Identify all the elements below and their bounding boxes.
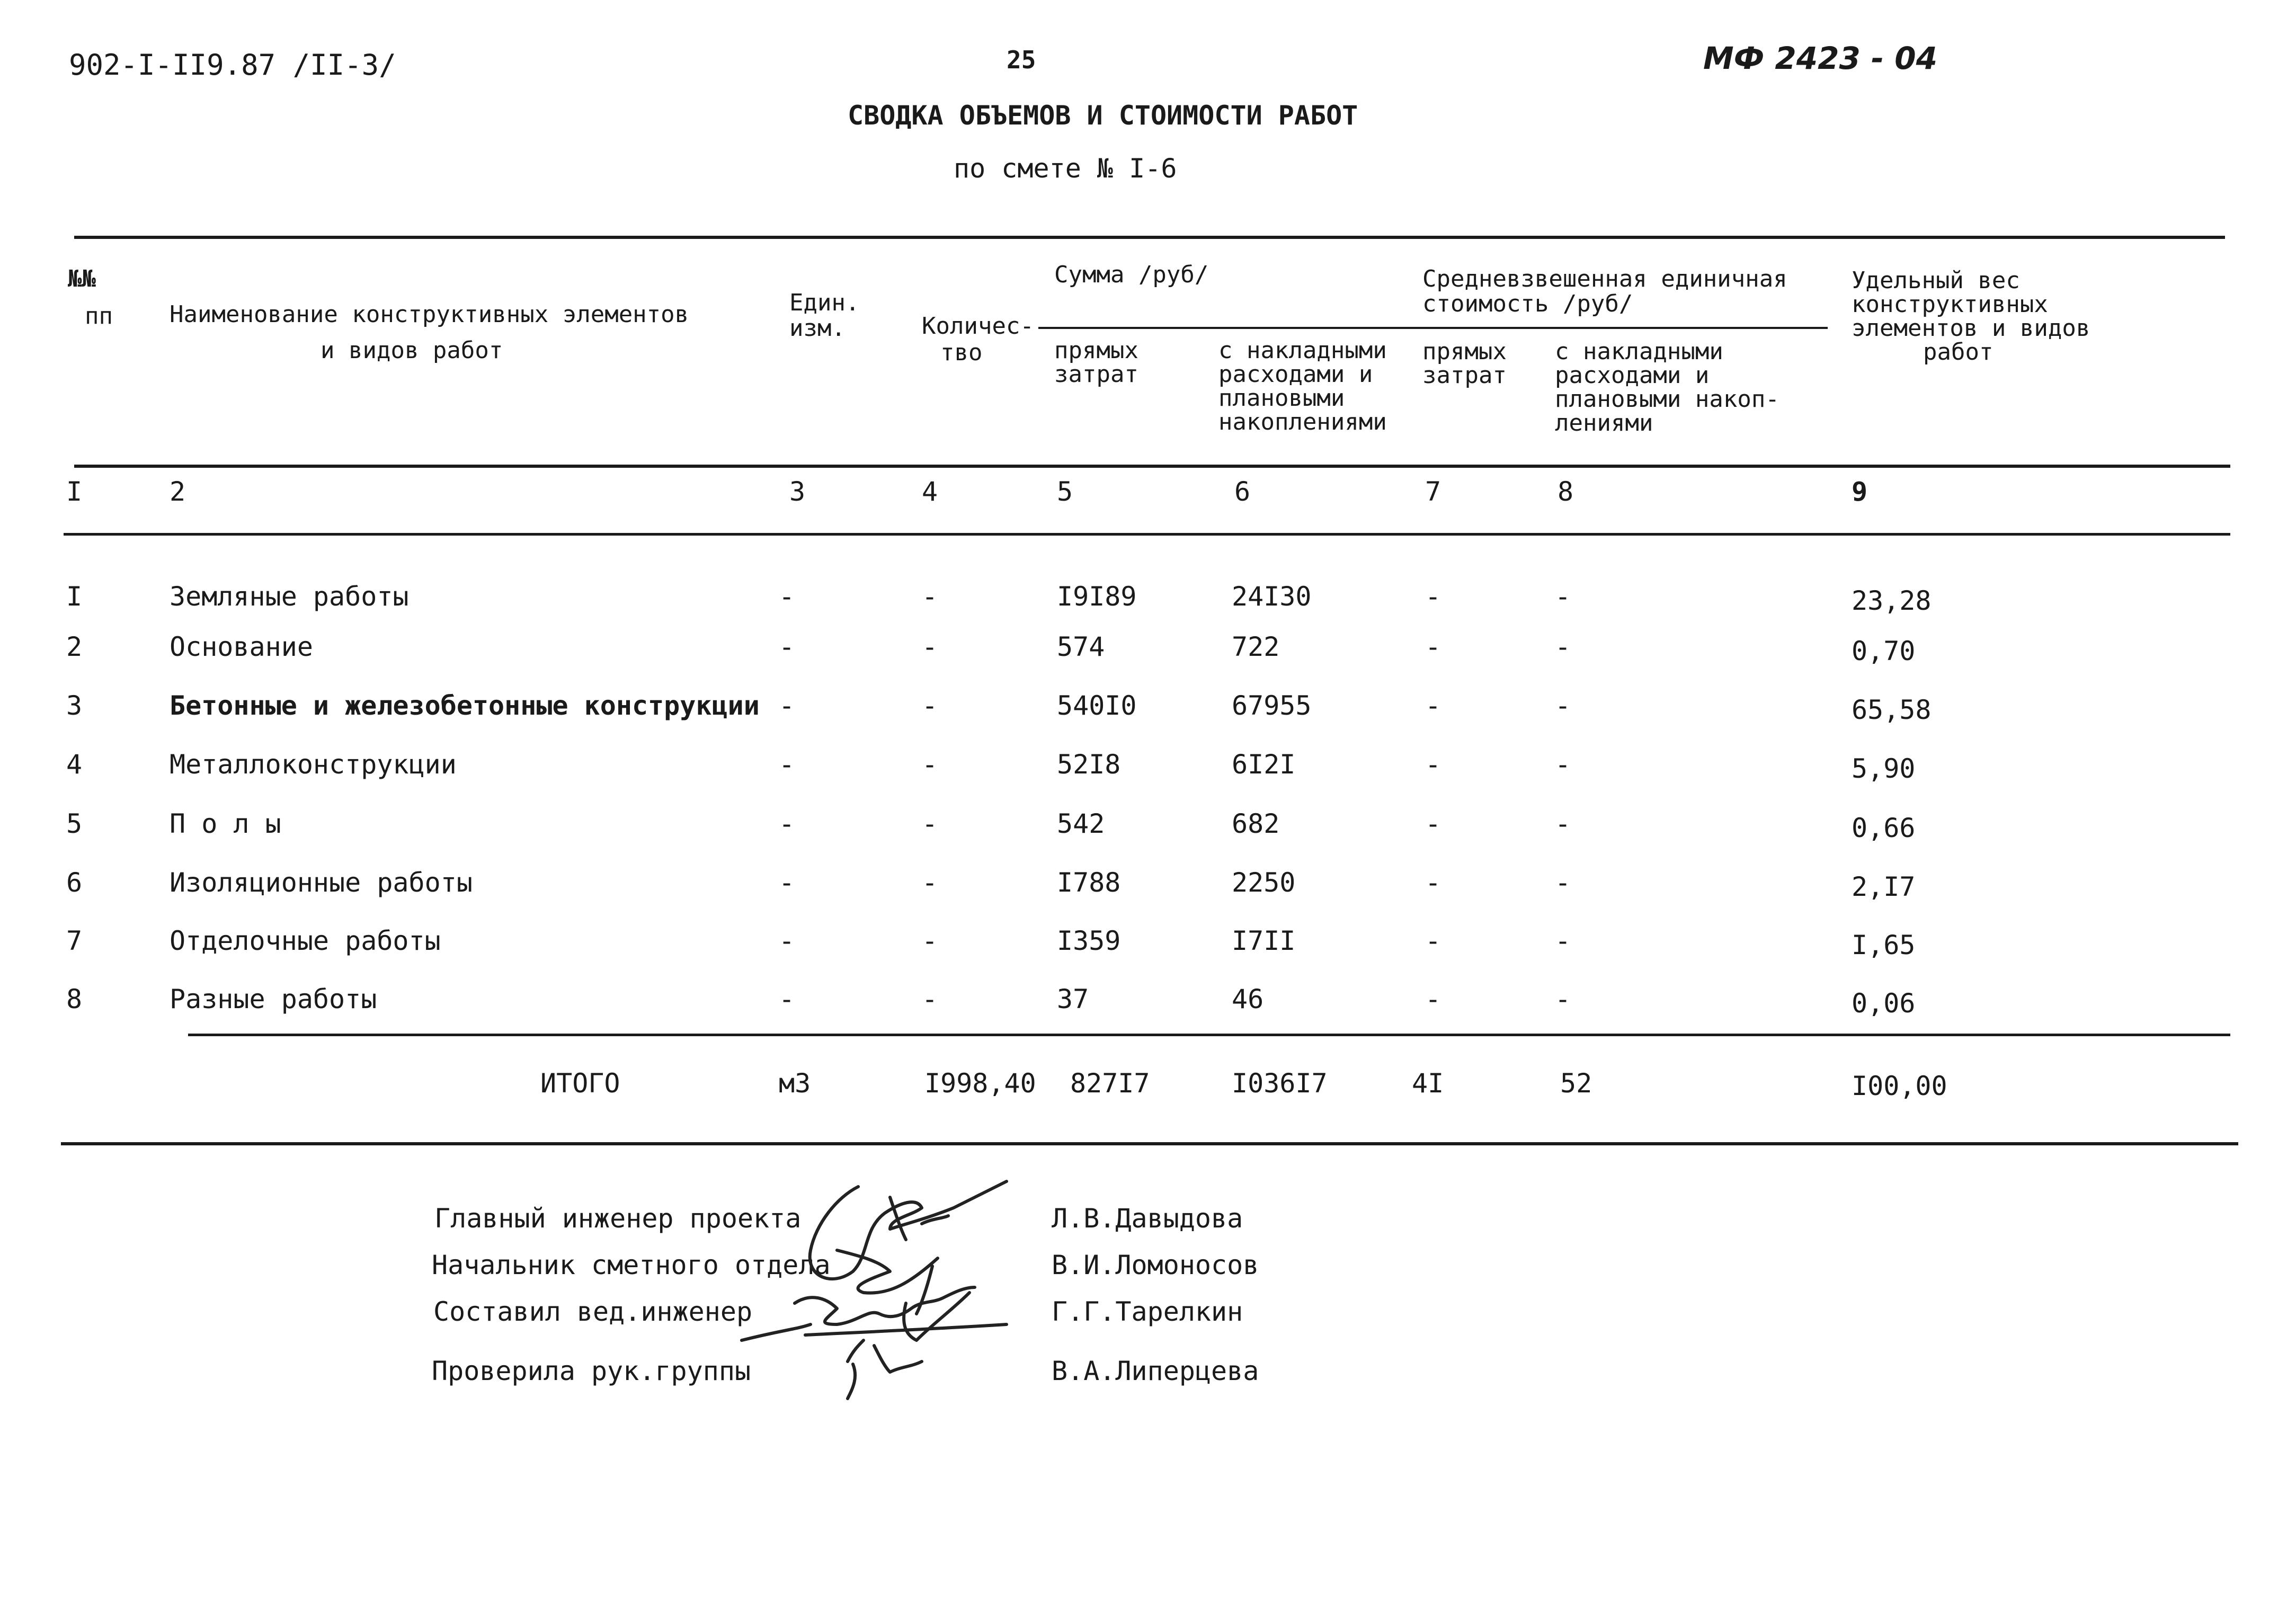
- row-name: Изоляционные работы: [170, 867, 473, 898]
- total-avg-direct: 4I: [1412, 1068, 1444, 1099]
- row-direct-cost: 52I8: [1057, 749, 1121, 780]
- header-avg-overhead-line4: лениями: [1555, 410, 1653, 437]
- row-avg-overhead: -: [1555, 581, 1571, 612]
- header-sum-direct-line1: прямых: [1054, 337, 1138, 364]
- table-top-rule: [74, 236, 2225, 239]
- header-bottom-rule: [74, 465, 2230, 468]
- row-avg-overhead: -: [1555, 749, 1571, 780]
- row-overhead-cost: I7II: [1232, 925, 1296, 956]
- row-qty: -: [922, 984, 938, 1014]
- row-avg-direct: -: [1425, 749, 1441, 780]
- signature-name-chief-engineer: Л.В.Давыдова: [1052, 1203, 1243, 1234]
- total-direct: 827I7: [1070, 1068, 1150, 1099]
- signature-name-estimate-head: В.И.Ломоносов: [1052, 1250, 1259, 1280]
- row-overhead-cost: 722: [1232, 631, 1280, 662]
- page-number: 25: [1007, 46, 1036, 74]
- row-direct-cost: 574: [1057, 631, 1105, 662]
- header-share-line3: элементов и видов: [1852, 315, 2090, 342]
- row-number: 3: [66, 690, 83, 721]
- header-name-line1: Наименование конструктивных элементов: [170, 301, 689, 328]
- header-sum-overhead-line3: плановыми: [1218, 385, 1345, 412]
- header-avg-group-line1: Средневзвешенная единичная: [1422, 265, 1787, 292]
- row-qty: -: [922, 690, 938, 721]
- total-share: I00,00: [1852, 1071, 1947, 1101]
- row-unit: -: [779, 867, 795, 898]
- row-overhead-cost: 682: [1232, 808, 1280, 839]
- header-sum-overhead-line1: с накладными: [1218, 337, 1387, 364]
- col-number-1: I: [66, 476, 83, 507]
- header-sum-overhead-line4: накоплениями: [1218, 408, 1387, 435]
- header-share-line2: конструктивных: [1852, 291, 2048, 318]
- header-avg-direct-line2: затрат: [1422, 362, 1507, 389]
- row-share: 5,90: [1852, 753, 1916, 784]
- col-number-2: 2: [170, 476, 186, 507]
- col-number-7: 7: [1425, 476, 1441, 507]
- row-number: 4: [66, 749, 83, 780]
- row-share: 0,66: [1852, 813, 1916, 843]
- row-direct-cost: 542: [1057, 808, 1105, 839]
- header-name-line2: и видов работ: [321, 337, 503, 364]
- row-avg-direct: -: [1425, 808, 1441, 839]
- col-number-5: 5: [1057, 476, 1073, 507]
- row-unit: -: [779, 631, 795, 662]
- row-name: Разные работы: [170, 984, 377, 1014]
- group-header-rule: [1038, 327, 1828, 329]
- total-label: ИТОГО: [540, 1068, 620, 1099]
- document-subtitle: по смете № I-6: [954, 153, 1177, 184]
- header-unit-line2: изм.: [789, 315, 846, 342]
- row-number: 6: [66, 867, 83, 898]
- row-name: П о л ы: [170, 808, 281, 839]
- row-qty: -: [922, 808, 938, 839]
- total-overhead: I036I7: [1232, 1068, 1328, 1099]
- row-direct-cost: I359: [1057, 925, 1121, 956]
- archive-code: МФ 2423 - 04: [1703, 40, 1938, 76]
- row-avg-overhead: -: [1555, 925, 1571, 956]
- row-avg-overhead: -: [1555, 690, 1571, 721]
- header-sum-overhead-line2: расходами и: [1218, 361, 1373, 388]
- signature-name-lead-engineer: Г.Г.Тарелкин: [1052, 1296, 1243, 1327]
- header-avg-overhead-line3: плановыми накоп-: [1555, 386, 1779, 413]
- row-avg-direct: -: [1425, 867, 1441, 898]
- row-unit: -: [779, 690, 795, 721]
- row-overhead-cost: 6I2I: [1232, 749, 1296, 780]
- row-name: Земляные работы: [170, 581, 409, 612]
- row-avg-direct: -: [1425, 690, 1441, 721]
- col-number-4: 4: [922, 476, 938, 507]
- row-direct-cost: 540I0: [1057, 690, 1137, 721]
- row-avg-direct: -: [1425, 925, 1441, 956]
- row-overhead-cost: 46: [1232, 984, 1264, 1014]
- signature-role-group-lead: Проверила рук.группы: [432, 1356, 751, 1386]
- row-name: Металлоконструкции: [170, 749, 457, 780]
- col-number-6: 6: [1234, 476, 1251, 507]
- row-share: 0,70: [1852, 636, 1916, 666]
- row-share: 23,28: [1852, 585, 1932, 616]
- row-overhead-cost: 2250: [1232, 867, 1296, 898]
- row-overhead-cost: 67955: [1232, 690, 1312, 721]
- row-unit: -: [779, 581, 795, 612]
- row-direct-cost: I9I89: [1057, 581, 1137, 612]
- header-avg-direct-line1: прямых: [1422, 338, 1507, 365]
- header-avg-overhead-line1: с накладными: [1555, 338, 1723, 365]
- header-avg-group-line2: стоимость /руб/: [1422, 290, 1633, 317]
- row-qty: -: [922, 581, 938, 612]
- row-share: 0,06: [1852, 988, 1916, 1019]
- header-sum-direct-line2: затрат: [1054, 361, 1138, 388]
- header-sum-group: Сумма /руб/: [1054, 261, 1209, 288]
- row-direct-cost: I788: [1057, 867, 1121, 898]
- row-share: I,65: [1852, 930, 1916, 960]
- row-unit: -: [779, 749, 795, 780]
- table-bottom-rule: [61, 1142, 2238, 1145]
- header-qty-line2: тво: [940, 339, 983, 366]
- col-number-8: 8: [1558, 476, 1574, 507]
- signature-role-lead-engineer: Составил вед.инженер: [433, 1296, 753, 1327]
- header-share-line4: работ: [1923, 339, 1994, 366]
- signature-name-group-lead: В.А.Липерцева: [1052, 1356, 1259, 1386]
- col-number-9: 9: [1852, 476, 1868, 507]
- row-avg-direct: -: [1425, 631, 1441, 662]
- signature-role-estimate-head: Начальник сметного отдела: [432, 1250, 831, 1280]
- column-number-rule: [64, 533, 2230, 536]
- row-avg-overhead: -: [1555, 984, 1571, 1014]
- header-qty-line1: Количес-: [922, 313, 1034, 340]
- header-share-line1: Удельный вес: [1852, 267, 2020, 294]
- row-name: Бетонные и железобетонные конструкции: [170, 690, 760, 721]
- signature-role-chief-engineer: Главный инженер проекта: [434, 1203, 802, 1234]
- row-qty: -: [922, 749, 938, 780]
- row-avg-overhead: -: [1555, 808, 1571, 839]
- total-unit: м3: [779, 1068, 811, 1099]
- header-num-line1: №№: [68, 265, 96, 292]
- row-number: 7: [66, 925, 83, 956]
- row-unit: -: [779, 925, 795, 956]
- handwritten-signatures: [731, 1165, 1049, 1409]
- col-number-3: 3: [789, 476, 806, 507]
- row-unit: -: [779, 984, 795, 1014]
- row-unit: -: [779, 808, 795, 839]
- header-avg-overhead-line2: расходами и: [1555, 362, 1710, 389]
- document-code: 902-I-II9.87 /II-3/: [69, 48, 396, 82]
- row-avg-direct: -: [1425, 984, 1441, 1014]
- row-qty: -: [922, 867, 938, 898]
- total-avg-overhead: 52: [1560, 1068, 1592, 1099]
- row-qty: -: [922, 631, 938, 662]
- row-number: 2: [66, 631, 83, 662]
- header-unit-line1: Един.: [789, 289, 860, 316]
- row-avg-overhead: -: [1555, 631, 1571, 662]
- row-number: 8: [66, 984, 83, 1014]
- header-num-line2: пп: [85, 302, 113, 330]
- row-qty: -: [922, 925, 938, 956]
- row-number: I: [66, 581, 83, 612]
- row-avg-direct: -: [1425, 581, 1441, 612]
- total-top-rule: [188, 1034, 2230, 1036]
- row-overhead-cost: 24I30: [1232, 581, 1312, 612]
- total-qty: I998,40: [924, 1068, 1036, 1099]
- row-share: 2,I7: [1852, 871, 1916, 902]
- row-name: Основание: [170, 631, 313, 662]
- row-avg-overhead: -: [1555, 867, 1571, 898]
- row-share: 65,58: [1852, 695, 1932, 725]
- row-number: 5: [66, 808, 83, 839]
- row-direct-cost: 37: [1057, 984, 1089, 1014]
- row-name: Отделочные работы: [170, 925, 441, 956]
- document-title: СВОДКА ОБЪЕМОВ И СТОИМОСТИ РАБОТ: [848, 100, 1358, 131]
